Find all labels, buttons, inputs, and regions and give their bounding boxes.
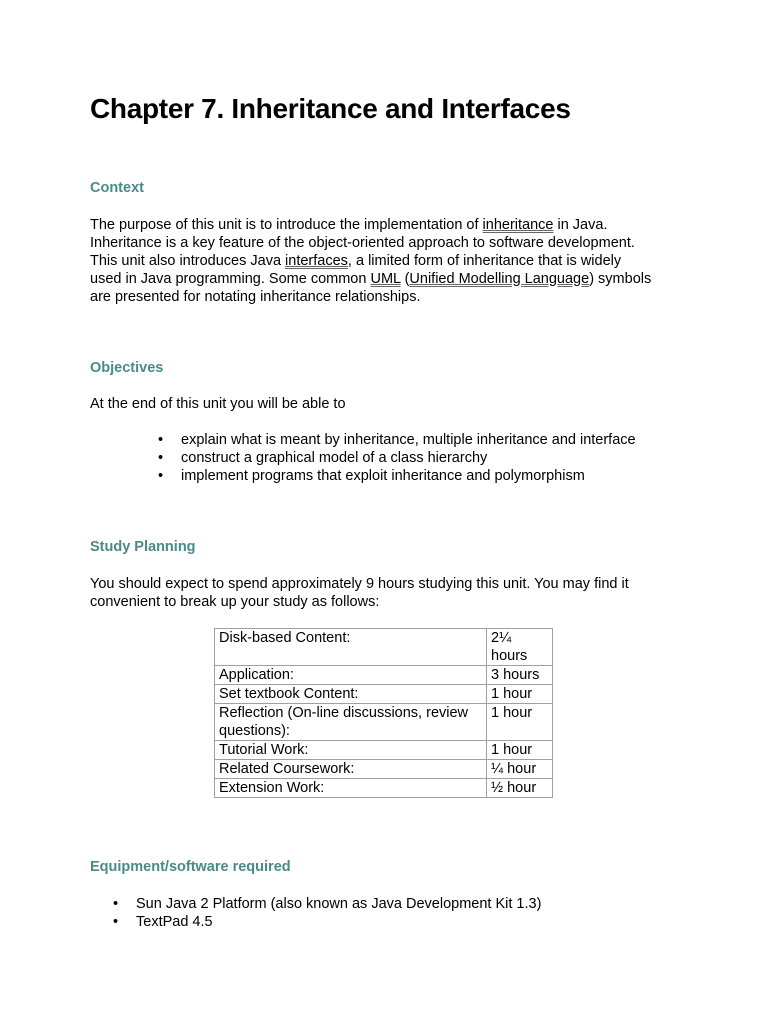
list-item: • explain what is meant by inheritance, multiple inheritance and interface (181, 431, 636, 449)
term-interfaces: interfaces (285, 253, 348, 269)
term-uml: UML (370, 271, 401, 287)
context-line-4 (90, 270, 690, 288)
text-span: in Java. (553, 217, 608, 233)
table-row (215, 779, 553, 798)
term-inheritance: inheritance (482, 217, 554, 233)
text-span: ) symbols (589, 271, 652, 287)
time-cell: ¼ hour (487, 760, 553, 779)
list-item: • implement programs that exploit inheritance and polymorphism (181, 467, 636, 485)
text-span: used in Java programming. Some common (90, 271, 371, 287)
objectives-list (181, 431, 636, 485)
time-cell: 1 hour (487, 704, 553, 741)
time-cell: 1 hour (487, 685, 553, 704)
text-span: ( (400, 271, 410, 287)
text-span: The purpose of this unit is to introduce the implementation of (90, 217, 483, 233)
context-line-2 (90, 234, 690, 252)
intro-line: convenient to break up your study as follows: (90, 594, 380, 610)
text-span: are presented for notating inheritance relationships. (90, 289, 421, 305)
table-row (215, 666, 553, 685)
text-span: Inheritance is a key feature of the object-oriented approach to software development. (90, 235, 635, 251)
term-unified-modelling-language: Unified Modelling Language (409, 271, 590, 287)
context-line-5 (90, 288, 690, 306)
list-item: • Sun Java 2 Platform (also known as Java Development Kit 1.3) (136, 895, 541, 913)
context-paragraph (90, 216, 690, 306)
list-item: • construct a graphical model of a class hierarchy (181, 449, 636, 467)
activity-cell: Extension Work: (215, 779, 487, 798)
objectives-intro: At the end of this unit you will be able to (90, 396, 346, 412)
equipment-heading: Equipment/software required (90, 859, 291, 875)
context-line-1 (90, 216, 690, 234)
time-cell: 3 hours (487, 666, 553, 685)
table-row (215, 760, 553, 779)
study-planning-intro (90, 575, 690, 611)
context-heading: Context (90, 180, 144, 196)
table-row (215, 685, 553, 704)
page-title: Chapter 7. Inheritance and Interfaces (90, 93, 571, 124)
table-row (215, 741, 553, 760)
activity-cell: Application: (215, 666, 487, 685)
text-span: , a limited form of inheritance that is widely (347, 253, 622, 269)
context-line-3 (90, 252, 690, 270)
time-cell: 1 hour (487, 741, 553, 760)
equipment-list (136, 895, 541, 931)
objectives-heading: Objectives (90, 360, 164, 376)
text-span: This unit also introduces Java (90, 253, 286, 269)
activity-cell: Related Coursework: (215, 760, 487, 779)
activity-cell: Disk-based Content: (215, 629, 487, 666)
time-cell: 2¼ hours (487, 629, 553, 666)
intro-line: You should expect to spend approximately 9 hours studying this unit. You may find it (90, 576, 629, 592)
table-row (215, 704, 553, 741)
study-plan-table (214, 628, 553, 798)
activity-cell: Set textbook Content: (215, 685, 487, 704)
time-cell: ½ hour (487, 779, 553, 798)
activity-cell: Reflection (On-line discussions, review questions): (215, 704, 487, 741)
table-row (215, 629, 553, 666)
activity-cell: Tutorial Work: (215, 741, 487, 760)
study-planning-heading: Study Planning (90, 539, 196, 555)
list-item: • TextPad 4.5 (136, 913, 541, 931)
